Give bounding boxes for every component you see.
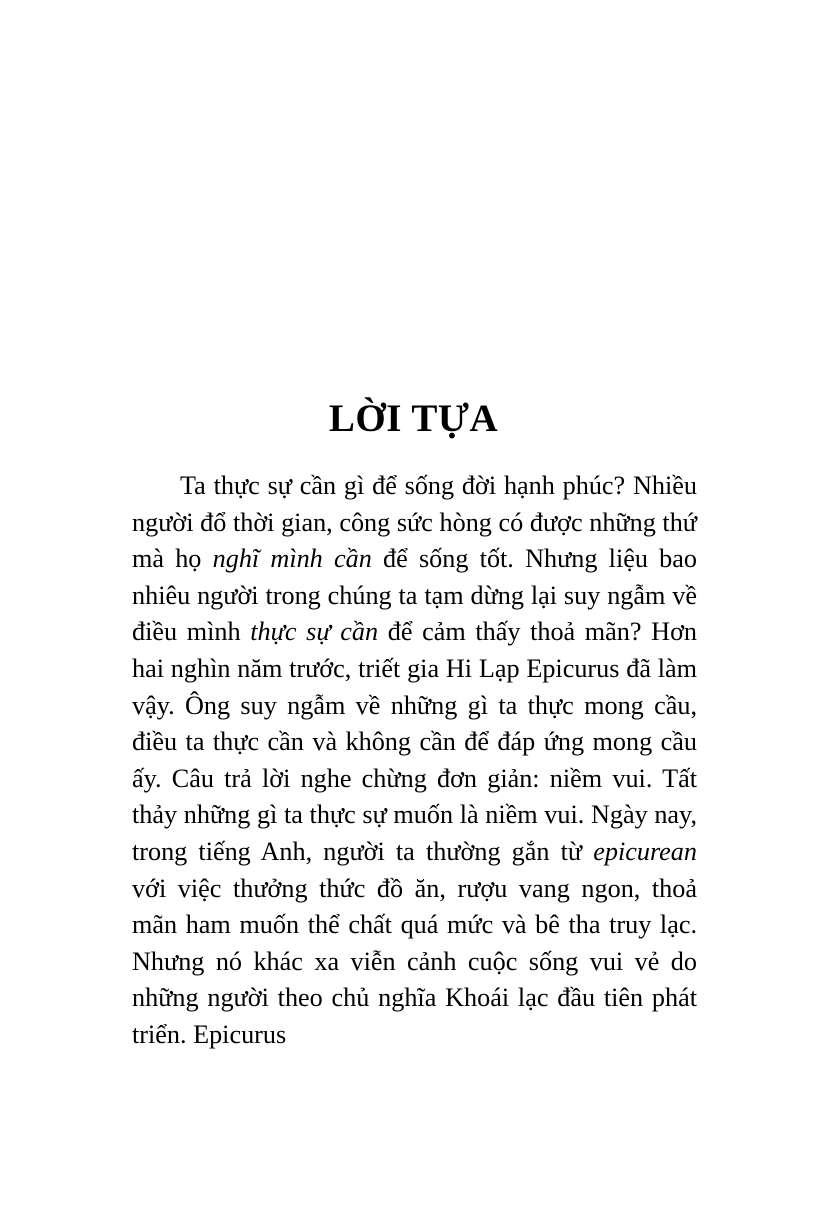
emphasis-phrase: epicurean: [593, 836, 697, 866]
paragraph-segment: để sống tốt. Nhưng liệu bao nhiêu người trong chúng ta tạm dừng lại suy ngẫm về điều mình: [132, 544, 697, 647]
paragraph-segment: Ta thực sự cần gì để sống đời hạnh phúc? Nhiều người đổ thời gian, công sức hòng có được những thứ mà họ: [132, 471, 697, 574]
emphasis-phrase: thực sự cần: [250, 617, 379, 647]
paragraph-segment: để cảm thấy thoả mãn? Hơn hai nghìn năm trước, triết gia Hi Lạp Epicurus đã làm vậy. Ông suy ngẫm về những gì ta thực mong cầu, điều ta thực cần và không cần để đáp ứng mong cầu ấy. Câu trả lời nghe chừng đơn giản: niềm vui. Tất thảy những gì ta thực sự muốn là niềm vui. Ngày nay, trong tiếng Anh, người ta thường gắn từ: [132, 617, 698, 866]
body-text-block: [132, 468, 697, 1054]
emphasis-phrase: nghĩ mình cần: [212, 544, 372, 574]
paragraph-segment: với việc thưởng thức đồ ăn, rượu vang ngon, thoả mãn ham muốn thể chất quá mức và bê tha truy lạc. Nhưng nó khác xa viễn cảnh cuộc sống vui vẻ do những người theo chủ nghĩa Khoái lạc đầu tiên phát triển. Epicurus: [132, 873, 697, 1049]
page-title: LỜI TỰA: [328, 397, 499, 441]
paragraph: [132, 468, 697, 1054]
